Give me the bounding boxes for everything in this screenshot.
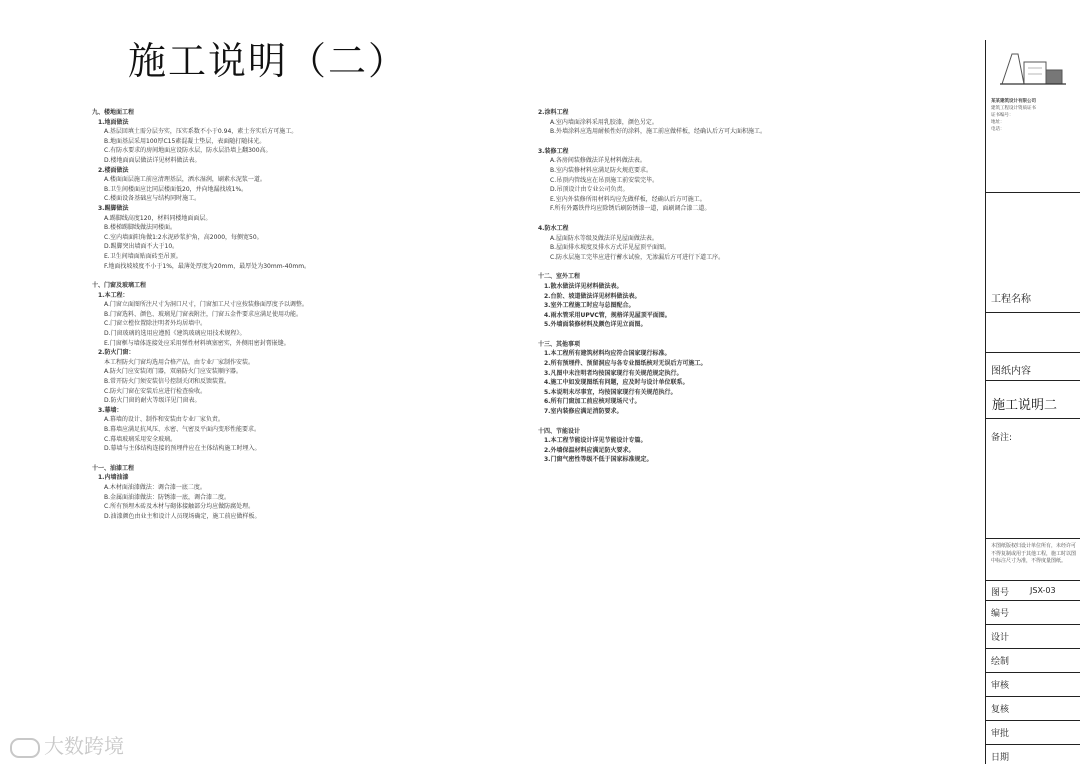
row-label: 设计 <box>991 633 1010 643</box>
note-line: A.木材面油漆做法：调合漆一底二度。 <box>104 483 206 491</box>
note-line: 1.地面做法 <box>98 118 129 126</box>
watermark <box>10 730 124 759</box>
note-line: 4.施工中如发现图纸有问题，应及时与设计单位联系。 <box>544 379 689 387</box>
note-line: C.所有预埋木砖及木材与砌体接触部分均应做防腐处理。 <box>104 503 255 511</box>
note-line: B.卫生间楼面应比同层楼面低20，并向地漏找坡1%。 <box>104 185 248 193</box>
note-line: A.各房间装修做法详见材料做法表。 <box>550 157 646 165</box>
note-line: A.踢脚线高度120，材料同楼地面面层。 <box>104 214 212 222</box>
drawing-number-label: 图号 <box>991 588 1010 598</box>
note-line: A.楼面面层施工前应清理基层，洒水湿润，刷素水泥浆一道。 <box>104 176 266 184</box>
note-line: 本工程防火门窗均选用合格产品，由专业厂家制作安装。 <box>104 358 255 366</box>
row-label: 绘制 <box>991 657 1010 667</box>
note-line: B.常开防火门须安装信号控制关闭和反馈装置。 <box>104 378 231 386</box>
company-info <box>991 98 1079 133</box>
notes-column-left <box>92 98 532 521</box>
note-line: C.防水层施工完毕应进行蓄水试验，无渗漏后方可进行下道工序。 <box>550 253 725 261</box>
company-line: 证书编号： <box>991 113 1014 118</box>
note-line: 3.室外工程施工时应与总图配合。 <box>544 302 635 310</box>
note-line: B.金属面油漆做法：防锈漆一底，调合漆二度。 <box>104 493 231 501</box>
company-logo-icon <box>998 48 1068 88</box>
notes-column-right <box>538 98 982 465</box>
note-line: 3.踢脚做法 <box>98 204 129 212</box>
note-line: 7.室内装修应满足消防要求。 <box>544 408 623 416</box>
company-line: 建筑工程设计资质证书 <box>991 106 1036 111</box>
note-line: A.室内墙面涂料采用乳胶漆，颜色另定。 <box>550 118 658 126</box>
note-line: A.防火门应安装闭门器，双扇防火门应安装顺序器。 <box>104 368 242 376</box>
section-heading: 十、门窗及玻璃工程 <box>92 282 147 290</box>
drawing-number: JSX-03 <box>1030 586 1056 595</box>
note-line: D.油漆颜色由业主和设计人员现场确定，施工前应做样板。 <box>104 512 261 520</box>
note-line: D.门窗玻璃的选用应遵照《建筑玻璃应用技术规程》。 <box>104 330 246 338</box>
note-line: B.门窗选料、颜色、玻璃见门窗表附注，门窗五金件要求应满足使用功能。 <box>104 310 303 318</box>
row-label: 编号 <box>991 609 1010 619</box>
note-line: B.幕墙应满足抗风压、水密、气密及平面内变形性能要求。 <box>104 426 261 433</box>
note-line: C.室内墙面阳角做1:2水泥砂浆护角，高2000，每侧宽50。 <box>104 233 263 241</box>
note-line: D.踢脚突出墙面不大于10。 <box>104 243 179 251</box>
note-line: 1.本工程节能设计详见节能设计专篇。 <box>544 437 647 445</box>
row-label: 复核 <box>991 705 1010 715</box>
note-line: B.外墙涂料应选用耐候性好的涂料，施工前应做样板，经确认后方可大面积施工。 <box>550 128 767 136</box>
note-line: F.地面找坡坡度不小于1%，最薄处厚度为20mm，最厚处为30mm-40mm。 <box>104 262 311 270</box>
note-line: 2.台阶、坡道做法详见材料做法表。 <box>544 292 641 300</box>
note-line: D.吊顶设计由专业公司负责。 <box>550 186 629 194</box>
project-name-label: 工程名称 <box>991 294 1031 305</box>
company-line: 某某建筑设计有限公司 <box>991 99 1036 104</box>
note-line: A.屋面防水等级及做法详见屋面做法表。 <box>550 234 658 242</box>
section-heading: 十四、节能设计 <box>538 427 581 435</box>
note-line: 2.防火门窗： <box>98 349 135 357</box>
note-line: C.吊顶内管线应在吊顶施工前安装完毕。 <box>550 176 659 184</box>
note-line: 3.门窗气密性等级不低于国家标准规定。 <box>544 456 653 464</box>
note-line: B.室内装修材料应满足防火规范要求。 <box>550 166 653 174</box>
title-block <box>985 40 1080 764</box>
section-heading: 4.防水工程 <box>538 224 569 232</box>
drawing-content-label: 图纸内容 <box>991 366 1031 377</box>
note-line: 1.本工程所有建筑材料均应符合国家现行标准。 <box>544 350 671 358</box>
remarks-label: 备注: <box>991 433 1013 443</box>
note-line: A.门窗立面图所注尺寸为洞口尺寸，门窗加工尺寸应按装修面厚度予以调整。 <box>104 301 308 309</box>
note-line: D.幕墙与主体结构连接的预埋件应在主体结构施工时埋入。 <box>104 445 261 453</box>
page-title: 施工说明（二） <box>128 39 409 83</box>
section-heading: 十一、油漆工程 <box>92 464 135 472</box>
note-line: 4.雨水管采用UPVC管，规格详见屋顶平面图。 <box>544 311 671 319</box>
note-line: C.楼面设备基础应与结构同时施工。 <box>104 195 201 203</box>
drawing-name: 施工说明二 <box>992 398 1058 413</box>
note-line: A.幕墙的设计、制作和安装由专业厂家负责。 <box>104 416 224 424</box>
section-heading: 2.涂料工程 <box>538 109 569 116</box>
note-line: B.楼梯踢脚线做法同楼面。 <box>104 224 177 232</box>
note-line: 1.散水做法详见材料做法表。 <box>544 282 623 290</box>
row-label: 审批 <box>991 729 1010 739</box>
company-line: 电话： <box>991 127 1005 132</box>
watermark-text: 大数跨境 <box>44 734 124 758</box>
note-line: C.幕墙玻璃采用安全玻璃。 <box>104 435 177 443</box>
note-line: 6.所有门窗加工前应核对现场尺寸。 <box>544 398 641 406</box>
row-label: 日期 <box>991 753 1010 763</box>
company-line: 地址： <box>991 120 1005 125</box>
note-line: 1.内墙油漆 <box>98 474 129 482</box>
note-line: 2.所有预埋件、预留洞应与各专业图纸核对无误后方可施工。 <box>544 360 707 368</box>
remarks-text: 本图纸版权归设计单位所有，未经许可不得复制或用于其他工程，施工时以图中标注尺寸为准，不得度量图纸。 <box>991 543 1077 564</box>
section-heading: 十二、室外工程 <box>538 273 581 281</box>
note-line: 2.外墙保温材料应满足防火要求。 <box>544 446 635 454</box>
note-line: D.楼地面面层做法详见材料做法表。 <box>104 156 201 164</box>
note-line: F.所有外露铁件均应除锈后刷防锈漆一道，面刷调合漆二道。 <box>550 205 711 213</box>
note-line: B.屋面排水坡度及排水方式详见屋顶平面图。 <box>550 244 671 252</box>
note-line: 1.本工程： <box>98 291 129 299</box>
note-line: C.门窗立樘位置除注明者外均居墙中。 <box>104 320 207 328</box>
note-line: B.地面基层采用100厚C15素混凝土垫层，表面随打随抹光。 <box>104 137 266 145</box>
note-line: 2.楼面做法 <box>98 166 129 174</box>
note-line: C.有防水要求的房间地面应设防水层，防水层沿墙上翻300高。 <box>104 147 272 155</box>
note-line: E.室内外装修所用材料均应先做样板，经确认后方可施工。 <box>550 195 706 203</box>
note-line: A.基层回填土需分层夯实，压实系数不小于0.94，素土夯实后方可施工。 <box>104 128 298 136</box>
note-line: E.门窗框与墙体连接处应采用弹性材料填塞密实，外侧用密封膏嵌缝。 <box>104 339 290 347</box>
note-line: E.卫生间墙面贴面砖至吊顶。 <box>104 252 182 260</box>
note-line: D.防火门窗的耐火等级详见门窗表。 <box>104 397 201 405</box>
note-line: 3.幕墙： <box>98 406 123 414</box>
note-line: 5.本说明未尽事宜，均按国家现行有关规范执行。 <box>544 388 677 396</box>
watermark-logo-icon <box>10 738 40 758</box>
section-heading: 九、楼地面工程 <box>92 109 135 116</box>
note-line: C.防火门窗在安装后应进行检查验收。 <box>104 387 207 395</box>
section-heading: 十三、其他事项 <box>538 340 581 348</box>
note-line: 5.外墙面装修材料及颜色详见立面图。 <box>544 321 647 329</box>
note-line: 3.凡图中未注明者均按国家现行有关规范规定执行。 <box>544 369 683 377</box>
row-label: 审核 <box>991 681 1010 691</box>
section-heading: 3.装修工程 <box>538 147 569 155</box>
